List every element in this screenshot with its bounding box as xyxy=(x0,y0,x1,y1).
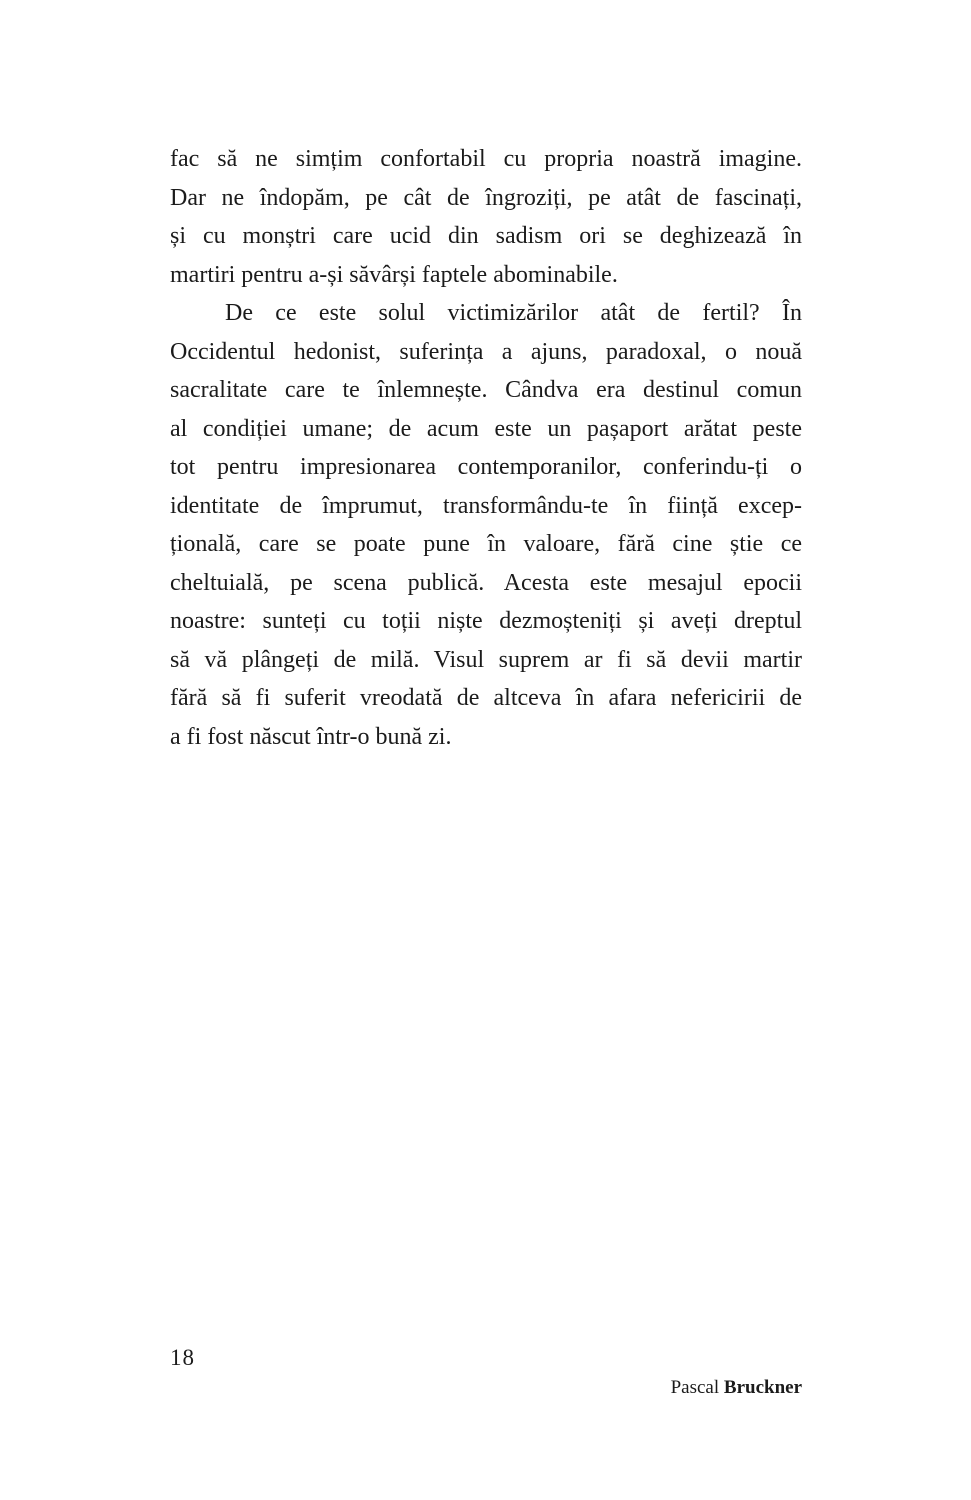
text-line: martiri pentru a-și săvârși faptele abominabile. xyxy=(170,261,618,288)
paragraph-1 xyxy=(170,140,802,294)
page-number: 18 xyxy=(170,1345,195,1370)
author-first-name: Pascal xyxy=(670,1377,720,1398)
text-line: fac să ne simțim confortabil cu propria noastră imagine. xyxy=(170,146,802,172)
text-line: Occidentul hedonist, suferința a ajuns, paradoxal, o nouă xyxy=(170,338,802,365)
text-line: țională, care se poate pune în valoare, fără cine știe ce xyxy=(170,531,802,557)
text-line: tot pentru impresionarea contemporanilor, conferindu-ți o xyxy=(170,454,802,480)
footer-author xyxy=(671,1377,802,1399)
text-line: noastre: sunteți cu toții niște dezmoșteniți și aveți dreptul xyxy=(170,608,802,634)
text-line: să vă plângeți de milă. Visul suprem ar fi să devii martir xyxy=(170,646,802,673)
page-text xyxy=(170,140,802,756)
text-line: și cu monștri care ucid din sadism ori se deghizează în xyxy=(170,223,802,249)
text-line: sacralitate care te înlemnește. Cândva era destinul comun xyxy=(170,377,802,403)
text-line: a fi fost născut într-o bună zi. xyxy=(170,723,452,750)
text-line: identitate de împrumut, transformându-te în ființă excep- xyxy=(170,492,802,519)
text-line: Dar ne îndopăm, pe cât de îngroziți, pe atât de fascinați, xyxy=(170,184,802,211)
paragraph-2 xyxy=(170,294,802,756)
text-line: De ce este solul victimizărilor atât de fertil? În xyxy=(225,300,802,326)
text-line: fără să fi suferit vreodată de altceva în afara nefericirii de xyxy=(170,685,802,711)
text-line: al condiției umane; de acum este un pașaport arătat peste xyxy=(170,415,802,442)
text-line: cheltuială, pe scena publică. Acesta este mesajul epocii xyxy=(170,569,802,596)
author-last-name: Bruckner xyxy=(723,1377,802,1398)
